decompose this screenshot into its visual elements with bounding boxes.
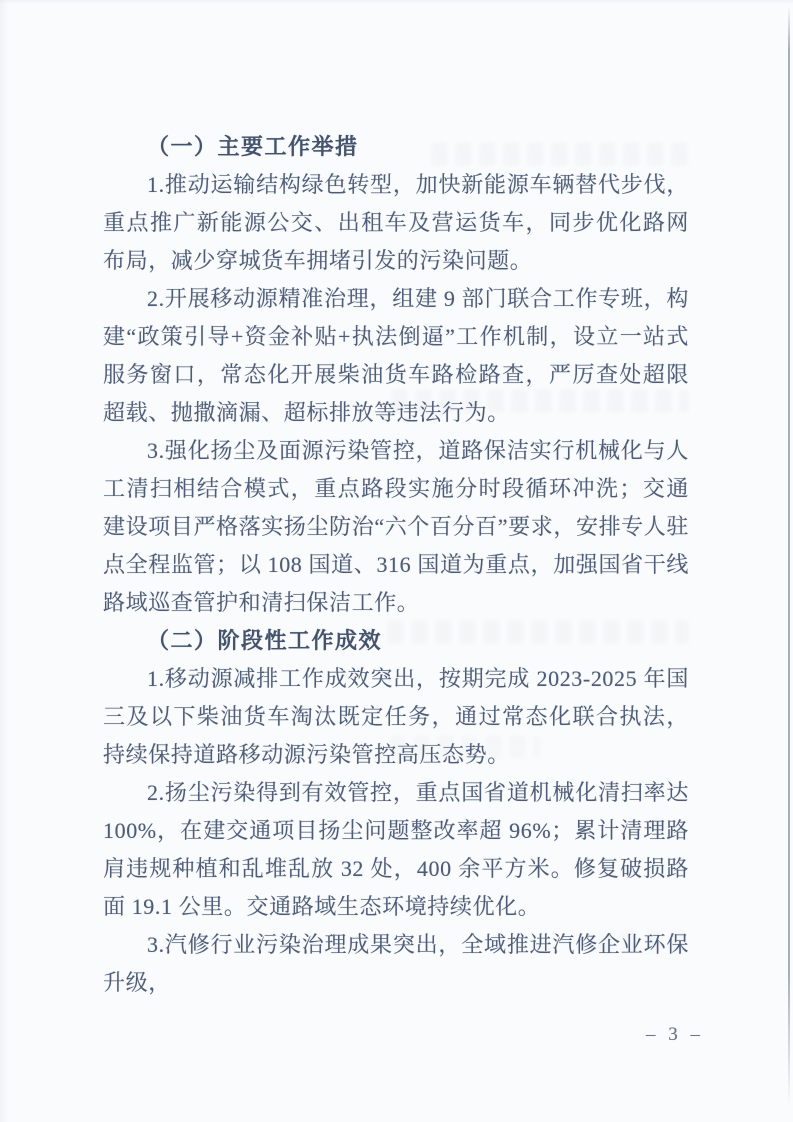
paragraph-auto-repair-results: 3.汽修行业污染治理成果突出，全域推进汽修企业环保升级， (103, 932, 689, 995)
paragraph-transport-green-transition: 1.推动运输结构绿色转型，加快新能源车辆替代步伐，重点推广新能源公交、出租车及营运货车，同步优化路网布局，减少穿城货车拥堵引发的污染问题。 (103, 172, 689, 273)
paragraph-mobile-source-governance: 2.开展移动源精准治理，组建 9 部门联合工作专班，构建“政策引导+资金补贴+执法倒逼”工作机制，设立一站式服务窗口，常态化开展柴油货车路检路查，严厉查处超限超载、抛撒滴漏、超标排放等违法行为。 (103, 286, 689, 425)
paragraph-dust-control-results: 2.扬尘污染得到有效管控，重点国省道机械化清扫率达 100%，在建交通项目扬尘问题整改率超 96%；累计清理路肩违规种植和乱堆乱放 32 处，400 余平方米。修复破损路面 19.1 公里。交通路域生态环境持续优化。 (103, 780, 689, 919)
paragraph-emission-reduction-results: 1.移动源减排工作成效突出，按期完成 2023-2025 年国三及以下柴油货车淘汰既定任务，通过常态化联合执法，持续保持道路移动源污染管控高压态势。 (103, 666, 689, 767)
paragraph-dust-pollution-control: 3.强化扬尘及面源污染管控，道路保洁实行机械化与人工清扫相结合模式，重点路段实施分时段循环冲洗；交通建设项目严格落实扬尘防治“六个百分百”要求，安排专人驻点全程监管；以 108 国道、316 国道为重点，加强国省干线路域巡查管护和清扫保洁工作。 (103, 438, 689, 615)
scan-edge-line (788, 6, 790, 1106)
page-number: – 3 – (646, 1024, 704, 1045)
section-heading-stage-results: （二）阶段性工作成效 (147, 628, 383, 653)
document-body (103, 128, 689, 1002)
section-heading-main-measures: （一）主要工作举措 (147, 134, 359, 159)
